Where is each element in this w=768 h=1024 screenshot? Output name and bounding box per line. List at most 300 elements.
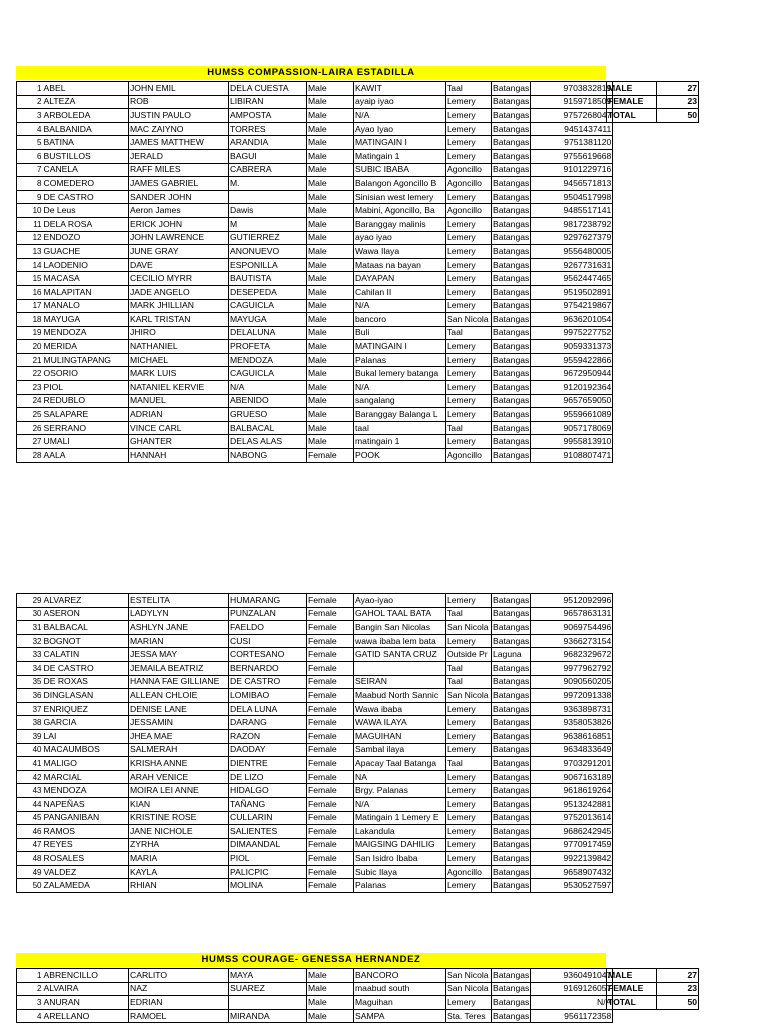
row-number: 40	[17, 743, 43, 757]
municipality-cell: Lemery	[446, 367, 492, 381]
contact-number-cell: 9504517998	[531, 190, 613, 204]
last-name-cell: DELA ROSA	[43, 217, 129, 231]
municipality-cell: Lemery	[446, 702, 492, 716]
first-name-cell: ADRIAN	[129, 408, 229, 422]
contact-number-cell: 9358053826	[531, 716, 613, 730]
province-cell: Batangas	[492, 177, 531, 191]
address-cell: ayao iyao	[354, 231, 446, 245]
roster-table-continued	[16, 593, 613, 893]
first-name-cell: GHANTER	[129, 435, 229, 449]
last-name-cell: SERRANO	[43, 421, 129, 435]
row-number: 30	[17, 607, 43, 621]
row-number: 31	[17, 621, 43, 635]
first-name-cell: HANNA FAE GILLIANE	[129, 675, 229, 689]
middle-name-cell: CAGUICLA	[229, 367, 307, 381]
municipality-cell: Lemery	[446, 245, 492, 259]
last-name-cell: MAYUGA	[43, 313, 129, 327]
summary-row	[607, 109, 699, 123]
first-name-cell: RHIAN	[129, 879, 229, 893]
municipality-cell: Taal	[446, 326, 492, 340]
row-number: 28	[17, 449, 43, 463]
middle-name-cell: FAELDO	[229, 621, 307, 635]
sex-cell: Female	[307, 811, 354, 825]
municipality-cell: Lemery	[446, 394, 492, 408]
province-cell: Batangas	[492, 594, 531, 608]
address-cell: Matingain 1 Lemery E	[354, 811, 446, 825]
address-cell: Lakandula	[354, 825, 446, 839]
municipality-cell: Lemery	[446, 190, 492, 204]
first-name-cell: DAVE	[129, 258, 229, 272]
municipality-cell: Lemery	[446, 299, 492, 313]
address-cell: Sambal ilaya	[354, 743, 446, 757]
municipality-cell: Lemery	[446, 122, 492, 136]
address-cell: sangalang	[354, 394, 446, 408]
section-title: HUMSS COMPASSION-LAIRA ESTADILLA	[16, 66, 606, 80]
middle-name-cell: MAYA	[229, 969, 307, 983]
middle-name-cell: DIMAANDAL	[229, 838, 307, 852]
last-name-cell: MACASA	[43, 272, 129, 286]
last-name-cell: NAPEÑAS	[43, 797, 129, 811]
middle-name-cell: DELA LUNA	[229, 702, 307, 716]
middle-name-cell: DELA CUESTA	[229, 82, 307, 96]
last-name-cell: MACAUMBOS	[43, 743, 129, 757]
sex-cell: Female	[307, 634, 354, 648]
table-row	[17, 729, 613, 743]
summary-value: 50	[657, 109, 699, 123]
row-number: 18	[17, 313, 43, 327]
address-cell: Palanas	[354, 353, 446, 367]
municipality-cell: Lemery	[446, 825, 492, 839]
middle-name-cell: BAGUI	[229, 149, 307, 163]
contact-number-cell: 9559661089	[531, 408, 613, 422]
row-number: 14	[17, 258, 43, 272]
last-name-cell: BUSTILLOS	[43, 149, 129, 163]
first-name-cell: RAFF MILES	[129, 163, 229, 177]
table-row	[17, 757, 613, 771]
address-cell: MAGUIHAN	[354, 729, 446, 743]
contact-number-cell: 9975227752	[531, 326, 613, 340]
municipality-cell: Lemery	[446, 231, 492, 245]
middle-name-cell: BAUTISTA	[229, 272, 307, 286]
table-row	[17, 770, 613, 784]
contact-number-cell: 9703291201	[531, 757, 613, 771]
municipality-cell: Lemery	[446, 258, 492, 272]
first-name-cell: MAC ZAIYNO	[129, 122, 229, 136]
summary-value: 23	[657, 982, 699, 996]
table-row	[17, 784, 613, 798]
contact-number-cell: 9090560205	[531, 675, 613, 689]
province-cell: Batangas	[492, 661, 531, 675]
municipality-cell: Lemery	[446, 136, 492, 150]
row-number: 6	[17, 149, 43, 163]
row-number: 2	[17, 982, 43, 996]
sex-cell: Female	[307, 689, 354, 703]
sex-cell: Female	[307, 852, 354, 866]
province-cell: Batangas	[492, 285, 531, 299]
contact-number-cell: 9120192364	[531, 381, 613, 395]
address-cell: Wawa ibaba	[354, 702, 446, 716]
province-cell: Batangas	[492, 421, 531, 435]
row-number: 19	[17, 326, 43, 340]
sex-cell: Male	[307, 367, 354, 381]
middle-name-cell: CORTESANO	[229, 648, 307, 662]
middle-name-cell: DIENTRE	[229, 757, 307, 771]
middle-name-cell: BERNARDO	[229, 661, 307, 675]
municipality-cell: Lemery	[446, 784, 492, 798]
address-cell: Ayao Iyao	[354, 122, 446, 136]
municipality-cell: Lemery	[446, 879, 492, 893]
municipality-cell: Taal	[446, 607, 492, 621]
municipality-cell: San Nicola	[446, 689, 492, 703]
sex-cell: Male	[307, 217, 354, 231]
last-name-cell: PANGANIBAN	[43, 811, 129, 825]
sex-cell: Male	[307, 109, 354, 123]
middle-name-cell	[229, 190, 307, 204]
table-row	[17, 594, 613, 608]
middle-name-cell: N/A	[229, 381, 307, 395]
contact-number-cell: 9754219867	[531, 299, 613, 313]
sex-cell: Female	[307, 648, 354, 662]
table-row	[17, 149, 613, 163]
sex-cell: Male	[307, 204, 354, 218]
province-cell: Batangas	[492, 811, 531, 825]
address-cell: Matingain 1	[354, 149, 446, 163]
sex-cell: Male	[307, 136, 354, 150]
municipality-cell: Taal	[446, 82, 492, 96]
sex-cell: Female	[307, 661, 354, 675]
province-cell: Batangas	[492, 729, 531, 743]
first-name-cell: JAMES MATTHEW	[129, 136, 229, 150]
province-cell: Batangas	[492, 340, 531, 354]
contact-number-cell: 9360491047	[531, 969, 613, 983]
municipality-cell: Agoncillo	[446, 865, 492, 879]
first-name-cell: KIAN	[129, 797, 229, 811]
municipality-cell: Lemery	[446, 353, 492, 367]
table-row	[17, 95, 613, 109]
middle-name-cell: BALBACAL	[229, 421, 307, 435]
last-name-cell: ZALAMEDA	[43, 879, 129, 893]
row-number: 37	[17, 702, 43, 716]
province-cell: Batangas	[492, 217, 531, 231]
sex-cell: Male	[307, 163, 354, 177]
address-cell: maabud south	[354, 982, 446, 996]
contact-number-cell: 9977962792	[531, 661, 613, 675]
province-cell: Batangas	[492, 675, 531, 689]
province-cell: Batangas	[492, 607, 531, 621]
province-cell: Batangas	[492, 163, 531, 177]
row-number: 48	[17, 852, 43, 866]
municipality-cell: Lemery	[446, 811, 492, 825]
address-cell: Apacay Taal Batanga	[354, 757, 446, 771]
row-number: 12	[17, 231, 43, 245]
municipality-cell: Lemery	[446, 272, 492, 286]
row-number: 44	[17, 797, 43, 811]
last-name-cell: DE CASTRO	[43, 190, 129, 204]
row-number: 20	[17, 340, 43, 354]
summary-row	[607, 982, 699, 996]
province-cell: Batangas	[492, 716, 531, 730]
table-row	[17, 648, 613, 662]
municipality-cell: Lemery	[446, 797, 492, 811]
municipality-cell: Taal	[446, 421, 492, 435]
province-cell: Batangas	[492, 326, 531, 340]
last-name-cell: MERIDA	[43, 340, 129, 354]
sex-cell: Female	[307, 702, 354, 716]
address-cell: DAYAPAN	[354, 272, 446, 286]
summary-row	[607, 996, 699, 1010]
address-cell: Cahilan II	[354, 285, 446, 299]
row-number: 17	[17, 299, 43, 313]
contact-number-cell: 9513242881	[531, 797, 613, 811]
middle-name-cell: RAZON	[229, 729, 307, 743]
middle-name-cell: M.	[229, 177, 307, 191]
address-cell: NA	[354, 770, 446, 784]
address-cell: Ayao-iyao	[354, 594, 446, 608]
table-row	[17, 299, 613, 313]
contact-number-cell: 9955813910	[531, 435, 613, 449]
middle-name-cell: DELALUNA	[229, 326, 307, 340]
last-name-cell: UMALI	[43, 435, 129, 449]
municipality-cell: Lemery	[446, 217, 492, 231]
middle-name-cell: MENDOZA	[229, 353, 307, 367]
first-name-cell: JADE ANGELO	[129, 285, 229, 299]
address-cell: GAHOL TAAL BATA	[354, 607, 446, 621]
first-name-cell: DENISE LANE	[129, 702, 229, 716]
address-cell: taal	[354, 421, 446, 435]
summary-table	[606, 968, 699, 1010]
contact-number-cell: 9556480005	[531, 245, 613, 259]
address-cell: matingain 1	[354, 435, 446, 449]
contact-number-cell: 9672950944	[531, 367, 613, 381]
middle-name-cell: TAÑANG	[229, 797, 307, 811]
table-row	[17, 607, 613, 621]
contact-number-cell: 9067163189	[531, 770, 613, 784]
row-number: 23	[17, 381, 43, 395]
middle-name-cell: PROFETA	[229, 340, 307, 354]
sex-cell: Male	[307, 177, 354, 191]
first-name-cell: JHIRO	[129, 326, 229, 340]
sex-cell: Male	[307, 394, 354, 408]
first-name-cell: KAYLA	[129, 865, 229, 879]
middle-name-cell: DELAS ALAS	[229, 435, 307, 449]
municipality-cell: San Nicola	[446, 982, 492, 996]
address-cell: N/A	[354, 299, 446, 313]
municipality-cell: Agoncillo	[446, 177, 492, 191]
province-cell: Batangas	[492, 634, 531, 648]
first-name-cell: MARIA	[129, 852, 229, 866]
contact-number-cell: 9752013614	[531, 811, 613, 825]
address-cell: N/A	[354, 109, 446, 123]
last-name-cell: REYES	[43, 838, 129, 852]
last-name-cell: MULINGTAPANG	[43, 353, 129, 367]
summary-value: 27	[657, 969, 699, 983]
summary-row	[607, 82, 699, 96]
province-cell: Batangas	[492, 82, 531, 96]
first-name-cell: KRISHA ANNE	[129, 757, 229, 771]
row-number: 1	[17, 969, 43, 983]
contact-number-cell: 9512092996	[531, 594, 613, 608]
first-name-cell: JAMES GABRIEL	[129, 177, 229, 191]
middle-name-cell	[229, 996, 307, 1010]
contact-number-cell: 9059331373	[531, 340, 613, 354]
province-cell: Batangas	[492, 258, 531, 272]
table-row	[17, 82, 613, 96]
first-name-cell: LADYLYN	[129, 607, 229, 621]
municipality-cell: Lemery	[446, 435, 492, 449]
table-row	[17, 408, 613, 422]
municipality-cell: Outside Pr	[446, 648, 492, 662]
address-cell: San Isidro Ibaba	[354, 852, 446, 866]
middle-name-cell: AMPOSTA	[229, 109, 307, 123]
address-cell: ayaip iyao	[354, 95, 446, 109]
sex-cell: Male	[307, 122, 354, 136]
row-number: 27	[17, 435, 43, 449]
table-row	[17, 394, 613, 408]
row-number: 2	[17, 95, 43, 109]
middle-name-cell: TORRES	[229, 122, 307, 136]
last-name-cell: MANALO	[43, 299, 129, 313]
first-name-cell: ESTELITA	[129, 594, 229, 608]
sex-cell: Male	[307, 285, 354, 299]
table-row	[17, 136, 613, 150]
address-cell: Baranggay malinis	[354, 217, 446, 231]
address-cell	[354, 661, 446, 675]
table-row	[17, 852, 613, 866]
middle-name-cell: CUSI	[229, 634, 307, 648]
municipality-cell: Lemery	[446, 285, 492, 299]
province-cell: Batangas	[492, 204, 531, 218]
province-cell: Batangas	[492, 394, 531, 408]
contact-number-cell: 9755619668	[531, 149, 613, 163]
row-number: 7	[17, 163, 43, 177]
address-cell: MAIGSING DAHILIG	[354, 838, 446, 852]
first-name-cell: RAMOEL	[129, 1009, 229, 1023]
sex-cell: Female	[307, 825, 354, 839]
address-cell: Maabud North Sannic	[354, 689, 446, 703]
table-row	[17, 743, 613, 757]
contact-number-cell: 9169126057	[531, 982, 613, 996]
province-cell: Batangas	[492, 109, 531, 123]
address-cell: Sinisian west lemery	[354, 190, 446, 204]
last-name-cell: DE ROXAS	[43, 675, 129, 689]
table-row	[17, 675, 613, 689]
address-cell: SEIRAN	[354, 675, 446, 689]
address-cell: N/A	[354, 797, 446, 811]
table-row	[17, 353, 613, 367]
first-name-cell: SALMERAH	[129, 743, 229, 757]
address-cell: bancoro	[354, 313, 446, 327]
municipality-cell: Agoncillo	[446, 204, 492, 218]
first-name-cell: ROB	[129, 95, 229, 109]
province-cell: Batangas	[492, 969, 531, 983]
first-name-cell: CECILIO MYRR	[129, 272, 229, 286]
summary-row	[607, 969, 699, 983]
middle-name-cell: PALICPIC	[229, 865, 307, 879]
last-name-cell: BALBANIDA	[43, 122, 129, 136]
last-name-cell: OSORIO	[43, 367, 129, 381]
last-name-cell: GUACHE	[43, 245, 129, 259]
middle-name-cell: HUMARANG	[229, 594, 307, 608]
municipality-cell: Agoncillo	[446, 449, 492, 463]
table-row	[17, 190, 613, 204]
province-cell: Batangas	[492, 272, 531, 286]
contact-number-cell: 9757268047	[531, 109, 613, 123]
row-number: 16	[17, 285, 43, 299]
contact-number-cell: 9817238792	[531, 217, 613, 231]
middle-name-cell: MAYUGA	[229, 313, 307, 327]
first-name-cell: HANNAH	[129, 449, 229, 463]
row-number: 24	[17, 394, 43, 408]
first-name-cell: NATHANIEL	[129, 340, 229, 354]
province-cell: Batangas	[492, 408, 531, 422]
first-name-cell: MARIAN	[129, 634, 229, 648]
address-cell: WAWA ILAYA	[354, 716, 446, 730]
municipality-cell: Lemery	[446, 109, 492, 123]
middle-name-cell: CABRERA	[229, 163, 307, 177]
last-name-cell: BATINA	[43, 136, 129, 150]
first-name-cell: KARL TRISTAN	[129, 313, 229, 327]
province-cell: Batangas	[492, 1009, 531, 1023]
last-name-cell: DINGLASAN	[43, 689, 129, 703]
province-cell: Batangas	[492, 784, 531, 798]
address-cell: Buli	[354, 326, 446, 340]
province-cell: Batangas	[492, 865, 531, 879]
last-name-cell: RAMOS	[43, 825, 129, 839]
last-name-cell: ENDOZO	[43, 231, 129, 245]
first-name-cell: MARK LUIS	[129, 367, 229, 381]
table-row	[17, 122, 613, 136]
last-name-cell: BOGNOT	[43, 634, 129, 648]
middle-name-cell: MOLINA	[229, 879, 307, 893]
sex-cell: Male	[307, 190, 354, 204]
municipality-cell: San Nicola	[446, 969, 492, 983]
municipality-cell: Taal	[446, 757, 492, 771]
row-number: 4	[17, 122, 43, 136]
province-cell: Batangas	[492, 245, 531, 259]
province-cell: Batangas	[492, 95, 531, 109]
sex-cell: Female	[307, 716, 354, 730]
sex-cell: Female	[307, 449, 354, 463]
contact-number-cell: 9363898731	[531, 702, 613, 716]
table-row	[17, 702, 613, 716]
sex-cell: Female	[307, 879, 354, 893]
row-number: 42	[17, 770, 43, 784]
first-name-cell: Aeron James	[129, 204, 229, 218]
contact-number-cell: 9561172358	[531, 1009, 613, 1023]
first-name-cell: JEMAILA BEATRIZ	[129, 661, 229, 675]
contact-number-cell: 9972091338	[531, 689, 613, 703]
last-name-cell: AALA	[43, 449, 129, 463]
table-row	[17, 231, 613, 245]
municipality-cell: Lemery	[446, 149, 492, 163]
municipality-cell: Lemery	[446, 381, 492, 395]
table-row	[17, 204, 613, 218]
middle-name-cell: PUNZALAN	[229, 607, 307, 621]
first-name-cell: JESSAMIN	[129, 716, 229, 730]
summary-label: MALE	[607, 82, 657, 96]
middle-name-cell: LOMIBAO	[229, 689, 307, 703]
address-cell: Palanas	[354, 879, 446, 893]
address-cell: MATINGAIN I	[354, 340, 446, 354]
contact-number-cell: 9519502891	[531, 285, 613, 299]
province-cell: Batangas	[492, 353, 531, 367]
summary-row	[607, 95, 699, 109]
address-cell: SUBIC IBABA	[354, 163, 446, 177]
row-number: 47	[17, 838, 43, 852]
row-number: 26	[17, 421, 43, 435]
province-cell: Batangas	[492, 996, 531, 1010]
province-cell: Batangas	[492, 449, 531, 463]
